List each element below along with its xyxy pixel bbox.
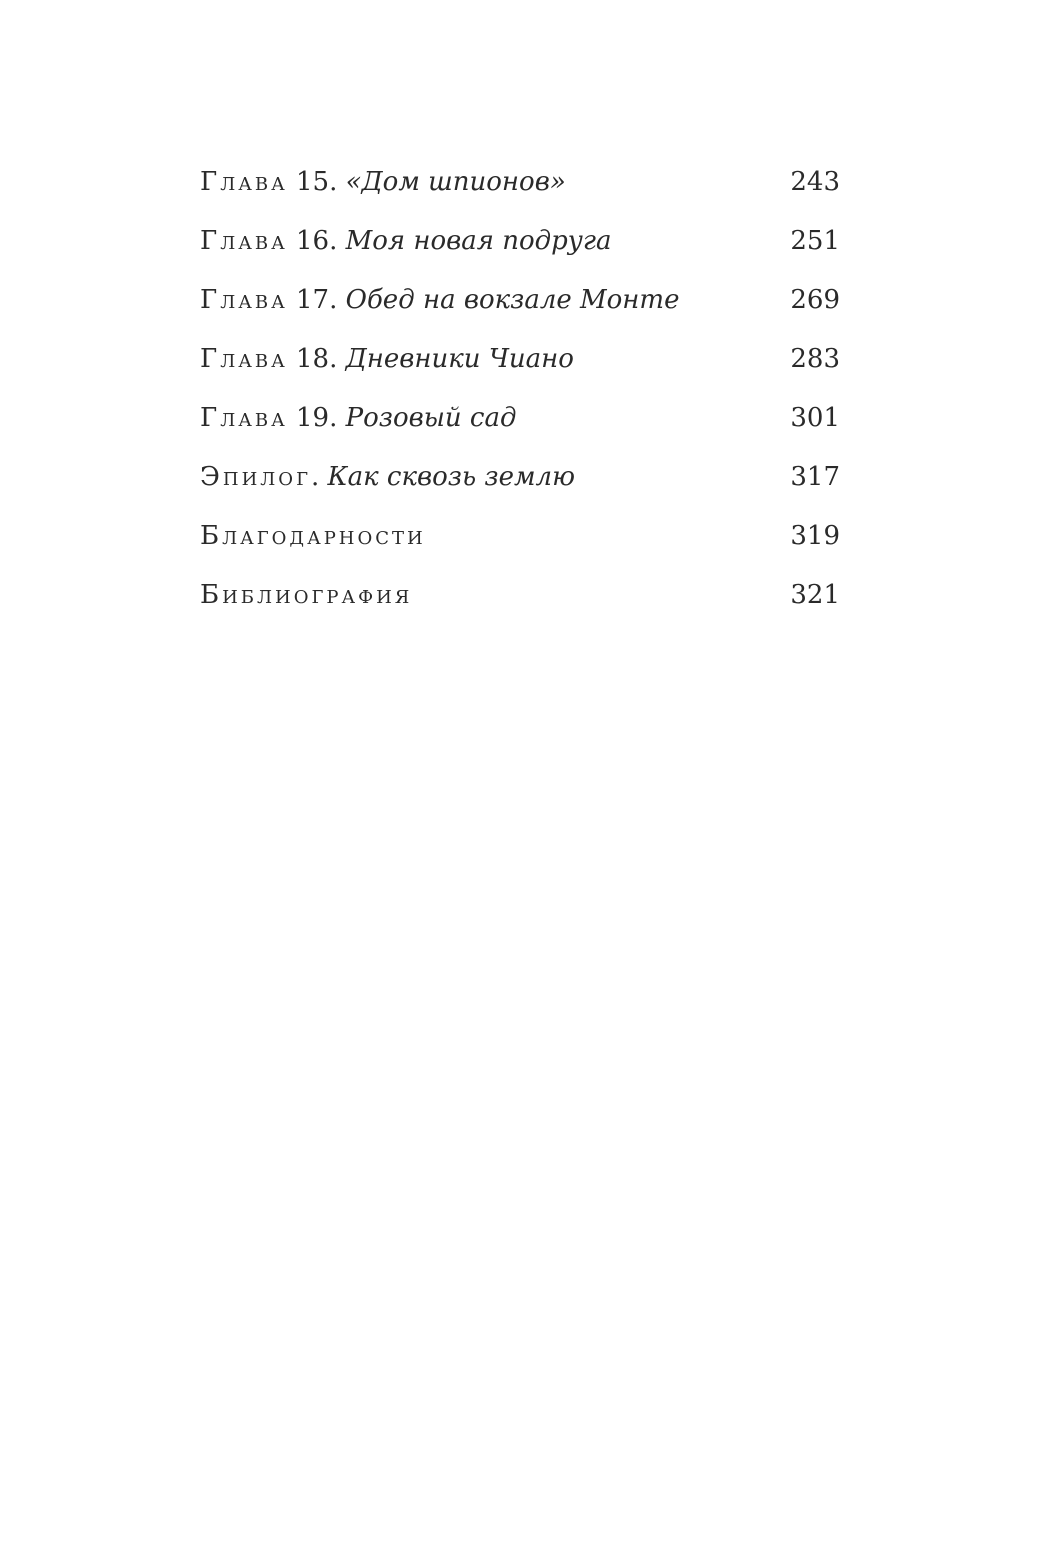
toc-entry-label <box>200 278 679 322</box>
toc-entry-chapter-17[interactable] <box>200 278 840 337</box>
toc-entry-page: 301 <box>790 403 840 433</box>
toc-entry-prefix: Глава <box>200 285 288 315</box>
toc-entry-prefix: Благодарности <box>200 521 426 551</box>
toc-entry-title: Моя новая подруга <box>345 226 612 256</box>
toc-entry-chapter-18[interactable] <box>200 337 840 396</box>
toc-entry-prefix: Библиография <box>200 580 413 610</box>
toc-entry-title: Розовый сад <box>345 403 517 433</box>
toc-entry-chapter-16[interactable] <box>200 219 840 278</box>
toc-entry-epilogue[interactable] <box>200 455 840 514</box>
toc-entry-label <box>200 219 612 263</box>
toc-entry-acknowledgements[interactable] <box>200 514 840 573</box>
toc-entry-page: 319 <box>790 521 840 551</box>
toc-entry-number: . <box>310 462 320 492</box>
toc-entry-label <box>200 514 426 558</box>
toc-entry-prefix: Глава <box>200 344 288 374</box>
toc-entry-page: 317 <box>790 462 840 492</box>
table-of-contents <box>200 160 840 632</box>
toc-entry-number: 15. <box>296 167 338 197</box>
toc-entry-chapter-15[interactable] <box>200 160 840 219</box>
toc-entry-bibliography[interactable] <box>200 573 840 632</box>
toc-entry-title: «Дом шпионов» <box>345 167 566 197</box>
toc-entry-title: Как сквозь землю <box>327 462 575 492</box>
toc-entry-page: 269 <box>790 285 840 315</box>
toc-entry-number: 19. <box>296 403 338 433</box>
toc-entry-prefix: Глава <box>200 167 288 197</box>
toc-entry-prefix: Глава <box>200 226 288 256</box>
toc-entry-label <box>200 573 412 617</box>
toc-entry-label <box>200 337 574 381</box>
toc-entry-number: 17. <box>296 285 338 315</box>
toc-entry-page: 243 <box>790 167 840 197</box>
toc-entry-label <box>200 455 575 499</box>
toc-entry-label <box>200 396 516 440</box>
toc-entry-page: 251 <box>790 226 840 256</box>
toc-entry-page: 321 <box>790 580 840 610</box>
toc-entry-title: Обед на вокзале Монте <box>345 285 680 315</box>
toc-entry-chapter-19[interactable] <box>200 396 840 455</box>
toc-entry-prefix: Глава <box>200 403 288 433</box>
toc-entry-title: Дневники Чиано <box>345 344 574 374</box>
toc-entry-label <box>200 160 566 204</box>
toc-entry-number: 18. <box>296 344 338 374</box>
toc-entry-page: 283 <box>790 344 840 374</box>
toc-entry-number: 16. <box>296 226 338 256</box>
toc-entry-prefix: Эпилог <box>200 462 311 492</box>
